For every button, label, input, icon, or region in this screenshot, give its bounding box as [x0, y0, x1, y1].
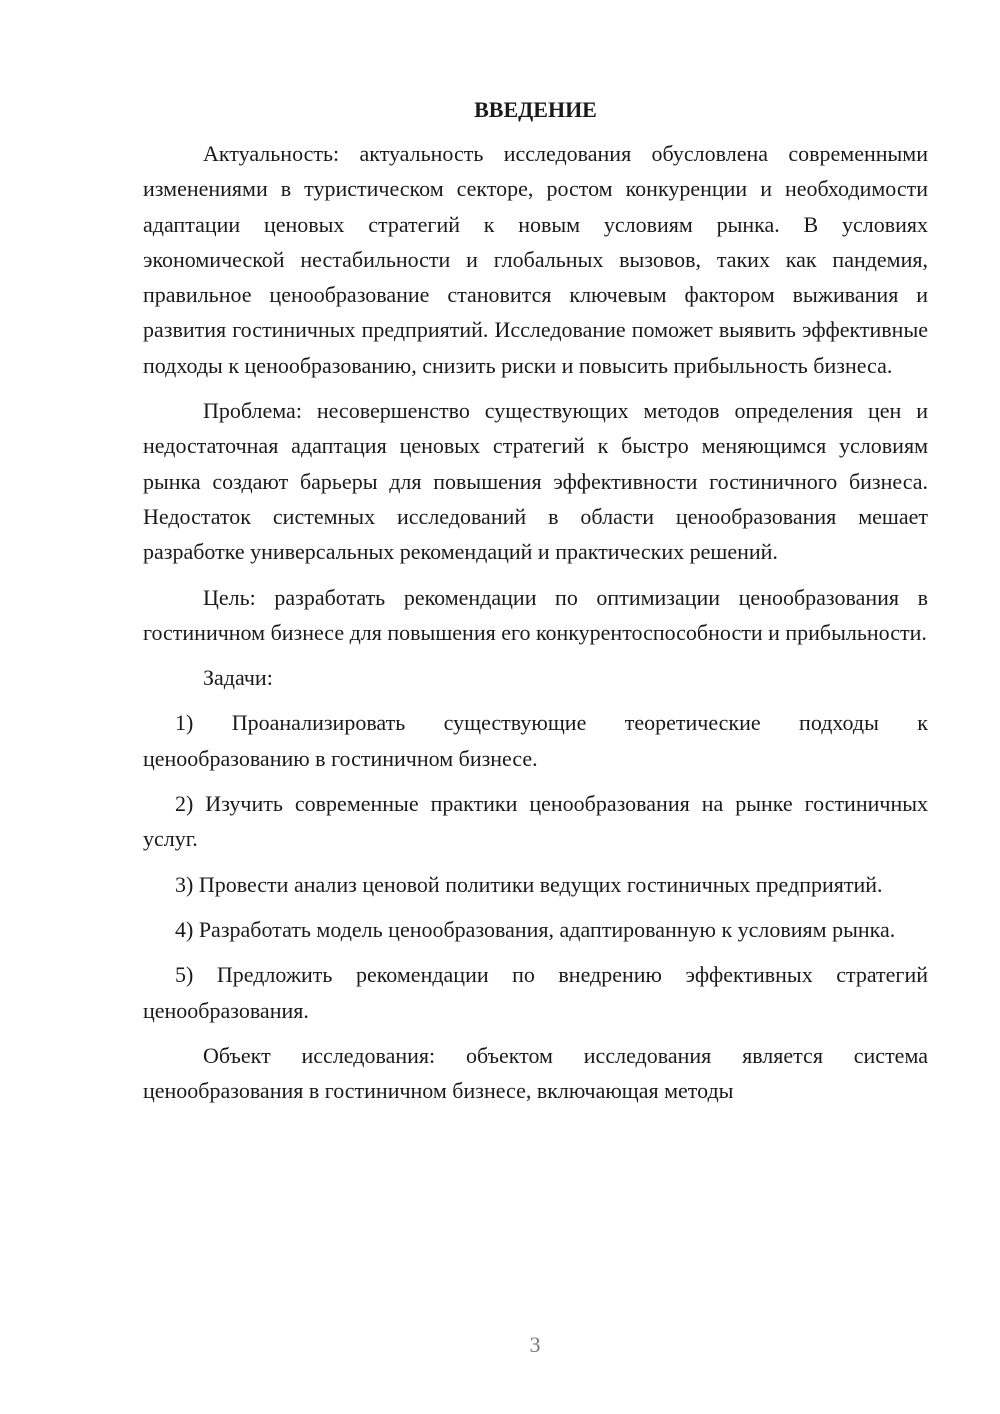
goal-paragraph: Цель: разработать рекомендации по оптимизации ценообразования в гостиничном бизнесе для повышения его конкурентоспособности и прибыльности. [143, 584, 928, 645]
task-item: 2) Изучить современные практики ценообразования на рынке гостиничных услуг. [143, 791, 928, 852]
relevance-paragraph: Актуальность: актуальность исследования обусловлена современными изменениями в туристическом секторе, ростом конкуренции и необходимости адаптации ценовых стратегий к новым условиям рынка. В условиях экономической нестабильности и глобальных вызовов, таких как пандемия, правильное ценообразование становится ключевым фактором выживания и развития гостиничных предприятий. Исследование поможет выявить эффективные подходы к ценообразованию, снизить риски и повысить прибыльность бизнеса. [143, 141, 928, 378]
section-title: ВВЕДЕНИЕ [474, 97, 597, 122]
task-item: 3) Провести анализ ценовой политики ведущих гостиничных предприятий. [175, 871, 883, 897]
task-item: 1) Проанализировать существующие теоретические подходы к ценообразованию в гостиничном бизнесе. [143, 710, 928, 771]
task-item: 5) Предложить рекомендации по внедрению эффективных стратегий ценообразования. [143, 962, 928, 1023]
object-paragraph: Объект исследования: объектом исследования является система ценообразования в гостиничном бизнесе, включающая методы [143, 1042, 928, 1104]
tasks-list [143, 705, 928, 1027]
tasks-heading: Задачи: [203, 665, 273, 691]
task-item: 4) Разработать модель ценообразования, адаптированную к условиям рынка. [175, 916, 896, 942]
problem-paragraph: Проблема: несовершенство существующих методов определения цен и недостаточная адаптация ценовых стратегий к быстро меняющимся условиям рынка создают барьеры для повышения эффективности гостиничного бизнеса. Недостаток системных исследований в области ценообразования мешает разработке универсальных рекомендаций и практических решений. [143, 398, 928, 565]
page-number: 3 [529, 1332, 541, 1357]
document-page [143, 92, 928, 1118]
